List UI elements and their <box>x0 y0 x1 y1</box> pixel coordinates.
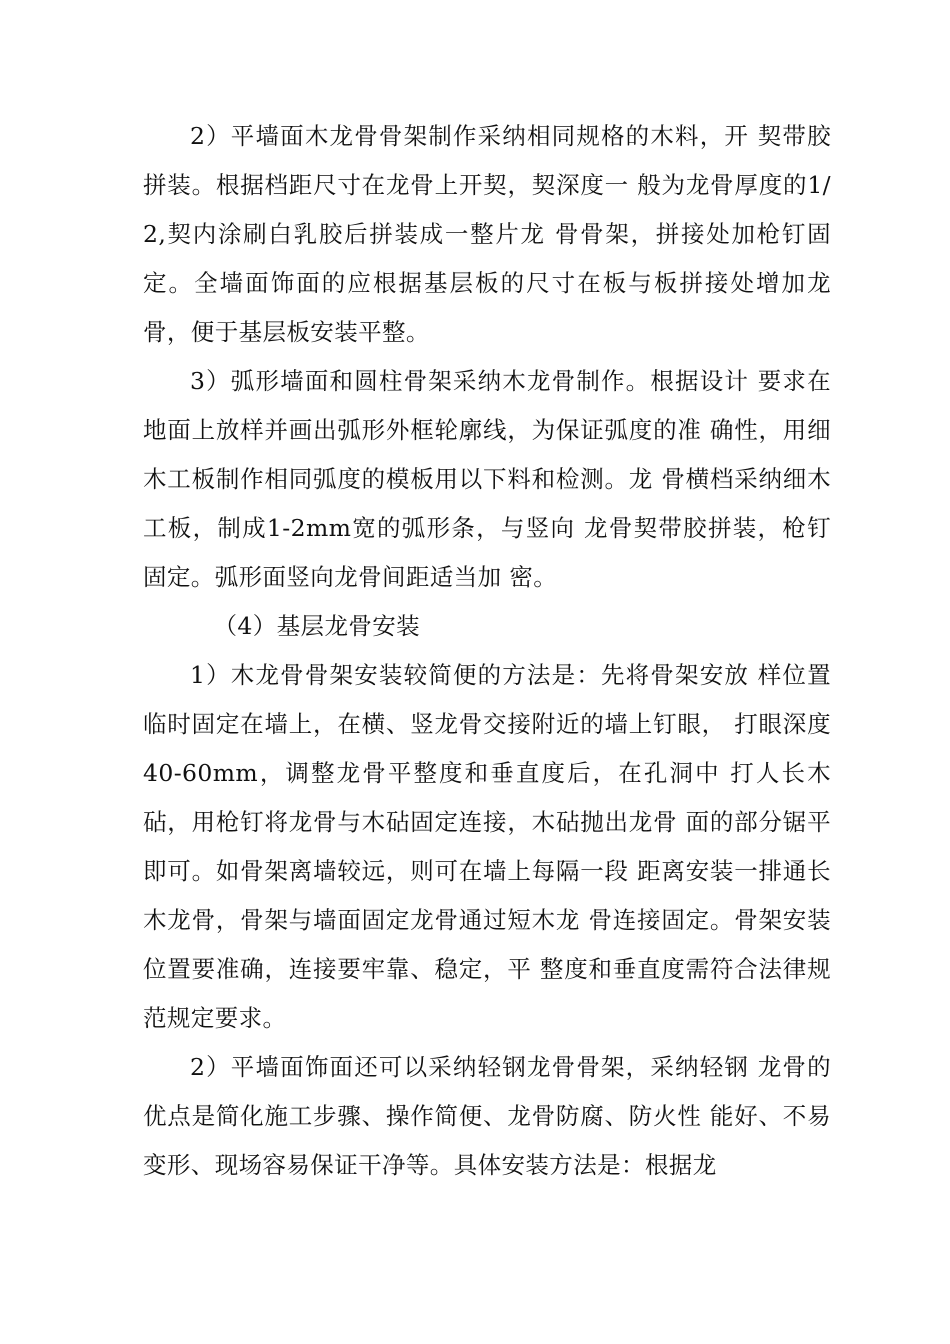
paragraph-wood-frame-installation: 1）木龙骨骨架安装较简便的方法是：先将骨架安放 样位置临时固定在墙上，在横、竖龙骨交接附近的墙上钉眼， 打眼深度40-60mm，调整龙骨平整度和垂直度后，在孔洞中 打人长木砧，用枪钉将龙骨与木砧固定连接，木砧抛出龙骨 面的部分锯平即可。如骨架离墙较远，则可在墙上每隔一段 距离安装一排通长木龙骨，骨架与墙面固定龙骨通过短木龙 骨连接固定。骨架安装位置要准确，连接要牢靠、稳定，平 整度和垂直度需符合法律规范规定要求。 <box>143 661 831 1032</box>
paragraph-light-steel-keel: 2）平墙面饰面还可以采纳轻钢龙骨骨架，采纳轻钢 龙骨的优点是简化施工步骤、操作简便、龙骨防腐、防火性 能好、不易变形、现场容易保证干净等。具体安装方法是：根据龙 <box>143 1053 831 1179</box>
paragraph-curved-wall-frame: 3）弧形墙面和圆柱骨架采纳木龙骨制作。根据设计 要求在地面上放样并画出弧形外框轮廓线，为保证弧度的准 确性，用细木工板制作相同弧度的模板用以下料和检测。龙 骨横档采纳细木工板，制成1-2mm宽的弧形条，与竖向 龙骨契带胶拼装，枪钉固定。弧形面竖向龙骨间距适当加 密。 <box>143 367 831 591</box>
document-body <box>143 112 831 1190</box>
paragraph-flat-wall-wood-frame: 2）平墙面木龙骨骨架制作采纳相同规格的木料，开 契带胶拼装。根据档距尺寸在龙骨上开契，契深度一 般为龙骨厚度的1/2,契内涂刷白乳胶后拼装成一整片龙 骨骨架，拼接处加枪钉固定。全墙面饰面的应根据基层板的尺寸在板与板拼接处增加龙骨，便于基层板安装平整。 <box>143 122 831 346</box>
section-heading-base-keel-installation: （4）基层龙骨安装 <box>213 612 421 640</box>
